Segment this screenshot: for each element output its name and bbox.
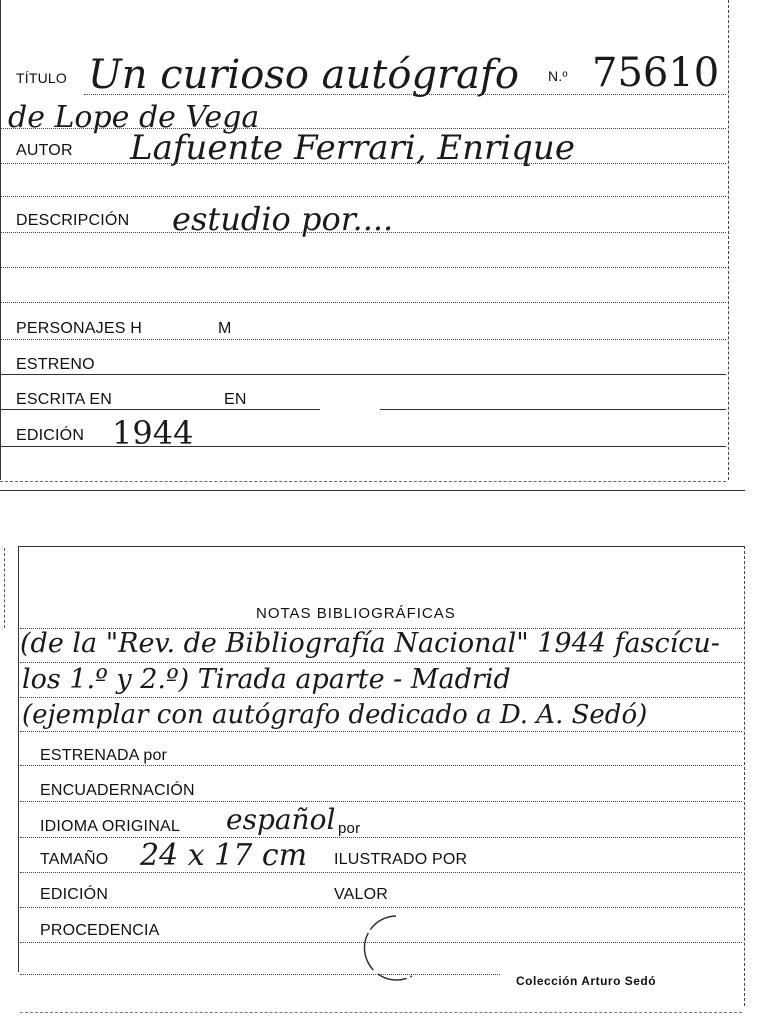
encuadernacion-label: ENCUADERNACIÓN — [40, 782, 195, 799]
descripcion-value: estudio por.... — [172, 200, 394, 238]
descripcion-line — [0, 232, 726, 233]
notas-line-2: los 1.º y 2.º) Tirada aparte - Madrid — [22, 664, 511, 695]
card2-left-border — [18, 546, 19, 972]
valor-label: VALOR — [334, 886, 389, 903]
autor-label: AUTOR — [16, 142, 73, 159]
descripcion-label: DESCRIPCIÓN — [16, 212, 130, 229]
card2-left-edge — [4, 548, 5, 628]
card1-bottom-dots — [0, 481, 726, 482]
tamano-value: 24 x 17 cm — [140, 838, 308, 873]
escrita-en-label: EN — [224, 391, 247, 408]
blank-line-1 — [0, 196, 726, 197]
edicion2-label: EDICIÓN — [40, 886, 109, 903]
tamano-line — [20, 872, 742, 873]
notas-line-1: (de la "Rev. de Bibliografía Nacional" 1944 fascícu- — [20, 628, 720, 659]
ilustrado-label: ILUSTRADO POR — [334, 851, 468, 868]
card2-right-border — [744, 546, 745, 1006]
edicion-label: EDICIÓN — [16, 427, 85, 444]
autor-value: Lafuente Ferrari, Enrique — [130, 128, 575, 168]
numero-value: 75610 — [592, 50, 720, 96]
notas-line-1-rule — [20, 662, 742, 663]
personajes-line — [0, 339, 726, 340]
idioma-por-label: por — [338, 820, 361, 837]
notas-line-3-rule — [20, 731, 742, 732]
estreno-line — [0, 374, 726, 375]
notas-line-2-rule — [20, 697, 742, 698]
titulo-cont: de Lope de Vega — [8, 100, 260, 135]
tamano-label: TAMAÑO — [40, 851, 109, 868]
idioma-line — [20, 837, 742, 838]
personajes-label: PERSONAJES H — [16, 320, 142, 337]
encuadernacion-line — [20, 801, 742, 802]
edicion-value: 1944 — [112, 414, 194, 452]
card1-right-border — [728, 0, 729, 480]
notas-line-3: (ejemplar con autógrafo dedicado a D. A. Sedó) — [22, 700, 648, 730]
titulo-line — [84, 94, 726, 95]
idioma-label: IDIOMA ORIGINAL — [40, 818, 180, 835]
edicion2-line — [20, 907, 742, 908]
blank-line-2 — [0, 267, 726, 268]
estreno-label: ESTRENO — [16, 356, 95, 373]
autor-line — [0, 163, 726, 164]
escrita-line-a — [0, 409, 320, 410]
procedencia-label: PROCEDENCIA — [40, 922, 160, 939]
estrenada-label: ESTRENADA por — [40, 747, 168, 764]
personajes-m-label: M — [218, 320, 232, 337]
escrita-label: ESCRITA EN — [16, 391, 112, 408]
card2-bottom-edge — [20, 1012, 742, 1013]
card2-bottom-rule — [20, 974, 500, 975]
titulo-value: Un curioso autógrafo — [88, 52, 519, 98]
escrita-line-b — [380, 409, 726, 410]
card1-bottom-border — [0, 490, 745, 491]
notas-title: NOTAS BIBLIOGRÁFICAS — [256, 605, 456, 622]
coleccion-stamp: Colección Arturo Sedó — [516, 974, 657, 988]
edicion-line — [0, 446, 726, 447]
numero-label: N.º — [548, 68, 568, 84]
card2-top-border — [18, 546, 745, 547]
blank-line-3 — [0, 302, 726, 303]
titulo-label: TÍTULO — [16, 70, 67, 86]
card1-left-border — [0, 0, 1, 480]
estrenada-line — [20, 765, 742, 766]
idioma-value: español — [226, 803, 336, 836]
